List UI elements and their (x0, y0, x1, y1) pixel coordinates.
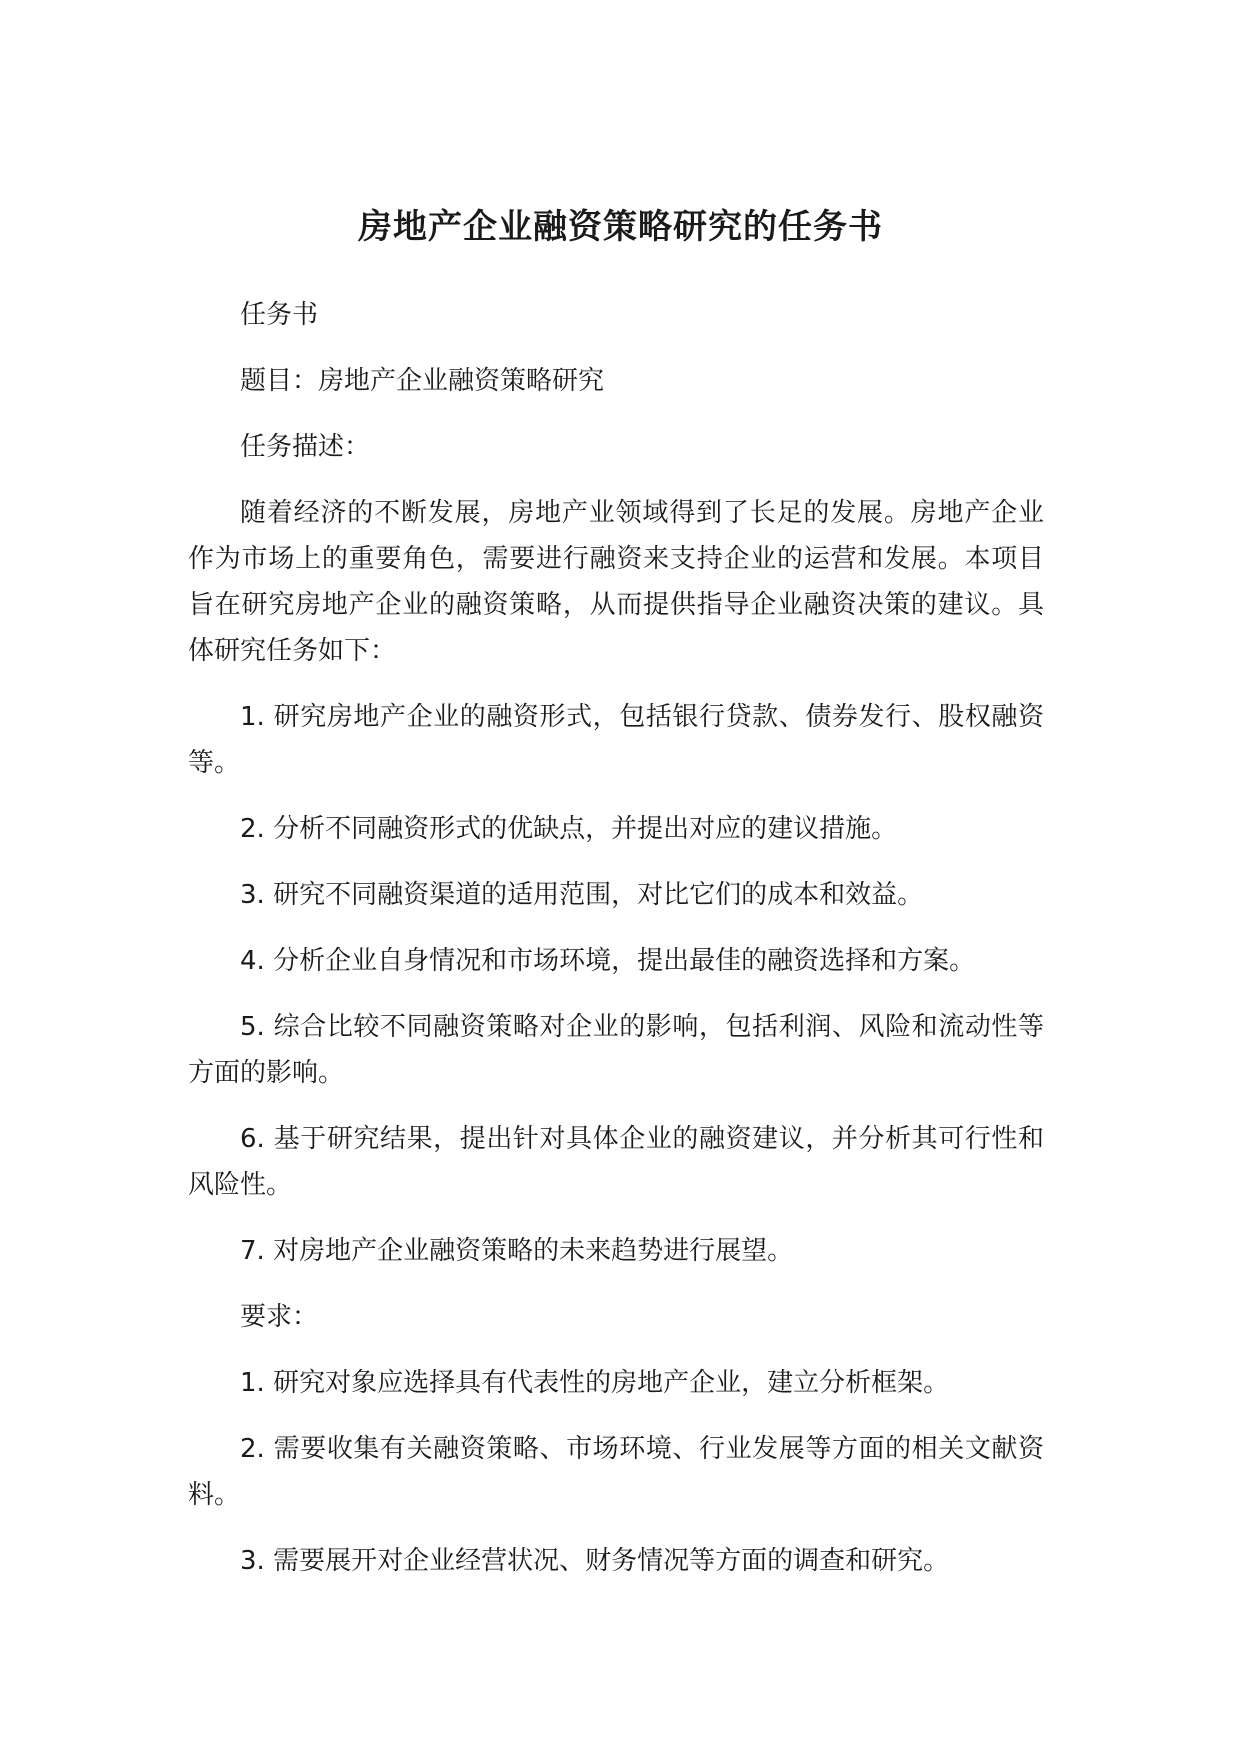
topic-line: 题目：房地产企业融资策略研究 (240, 366, 605, 396)
task-item-5: 5. 综合比较不同融资策略对企业的影响，包括利润、风险和流动性等方面的影响。 (188, 1012, 1044, 1088)
task-item-3: 3. 研究不同融资渠道的适用范围，对比它们的成本和效益。 (240, 880, 924, 910)
heading-task-description: 任务描述： (240, 432, 371, 462)
requirement-item-1: 1. 研究对象应选择具有代表性的房地产企业，建立分析框架。 (240, 1368, 950, 1398)
document-title: 房地产企业融资策略研究的任务书 (358, 206, 883, 247)
task-item-7: 7. 对房地产企业融资策略的未来趋势进行展望。 (240, 1236, 794, 1266)
heading-task-book: 任务书 (240, 300, 319, 330)
task-item-6: 6. 基于研究结果，提出针对具体企业的融资建议，并分析其可行性和风险性。 (188, 1124, 1044, 1200)
heading-requirements: 要求： (240, 1302, 319, 1332)
intro-paragraph: 随着经济的不断发展，房地产业领域得到了长足的发展。房地产企业作为市场上的重要角色，需要进行融资来支持企业的运营和发展。本项目旨在研究房地产企业的融资策略，从而提供指导企业融资决策的建议。具体研究任务如下： (188, 498, 1044, 666)
task-item-1: 1. 研究房地产企业的融资形式，包括银行贷款、债券发行、股权融资等。 (188, 702, 1044, 778)
task-item-2: 2. 分析不同融资形式的优缺点，并提出对应的建议措施。 (240, 814, 898, 844)
task-item-4: 4. 分析企业自身情况和市场环境，提出最佳的融资选择和方案。 (240, 946, 976, 976)
requirement-item-3: 3. 需要展开对企业经营状况、财务情况等方面的调查和研究。 (240, 1546, 950, 1576)
document-body (188, 292, 1044, 1604)
requirement-item-2: 2. 需要收集有关融资策略、市场环境、行业发展等方面的相关文献资料。 (188, 1434, 1044, 1510)
